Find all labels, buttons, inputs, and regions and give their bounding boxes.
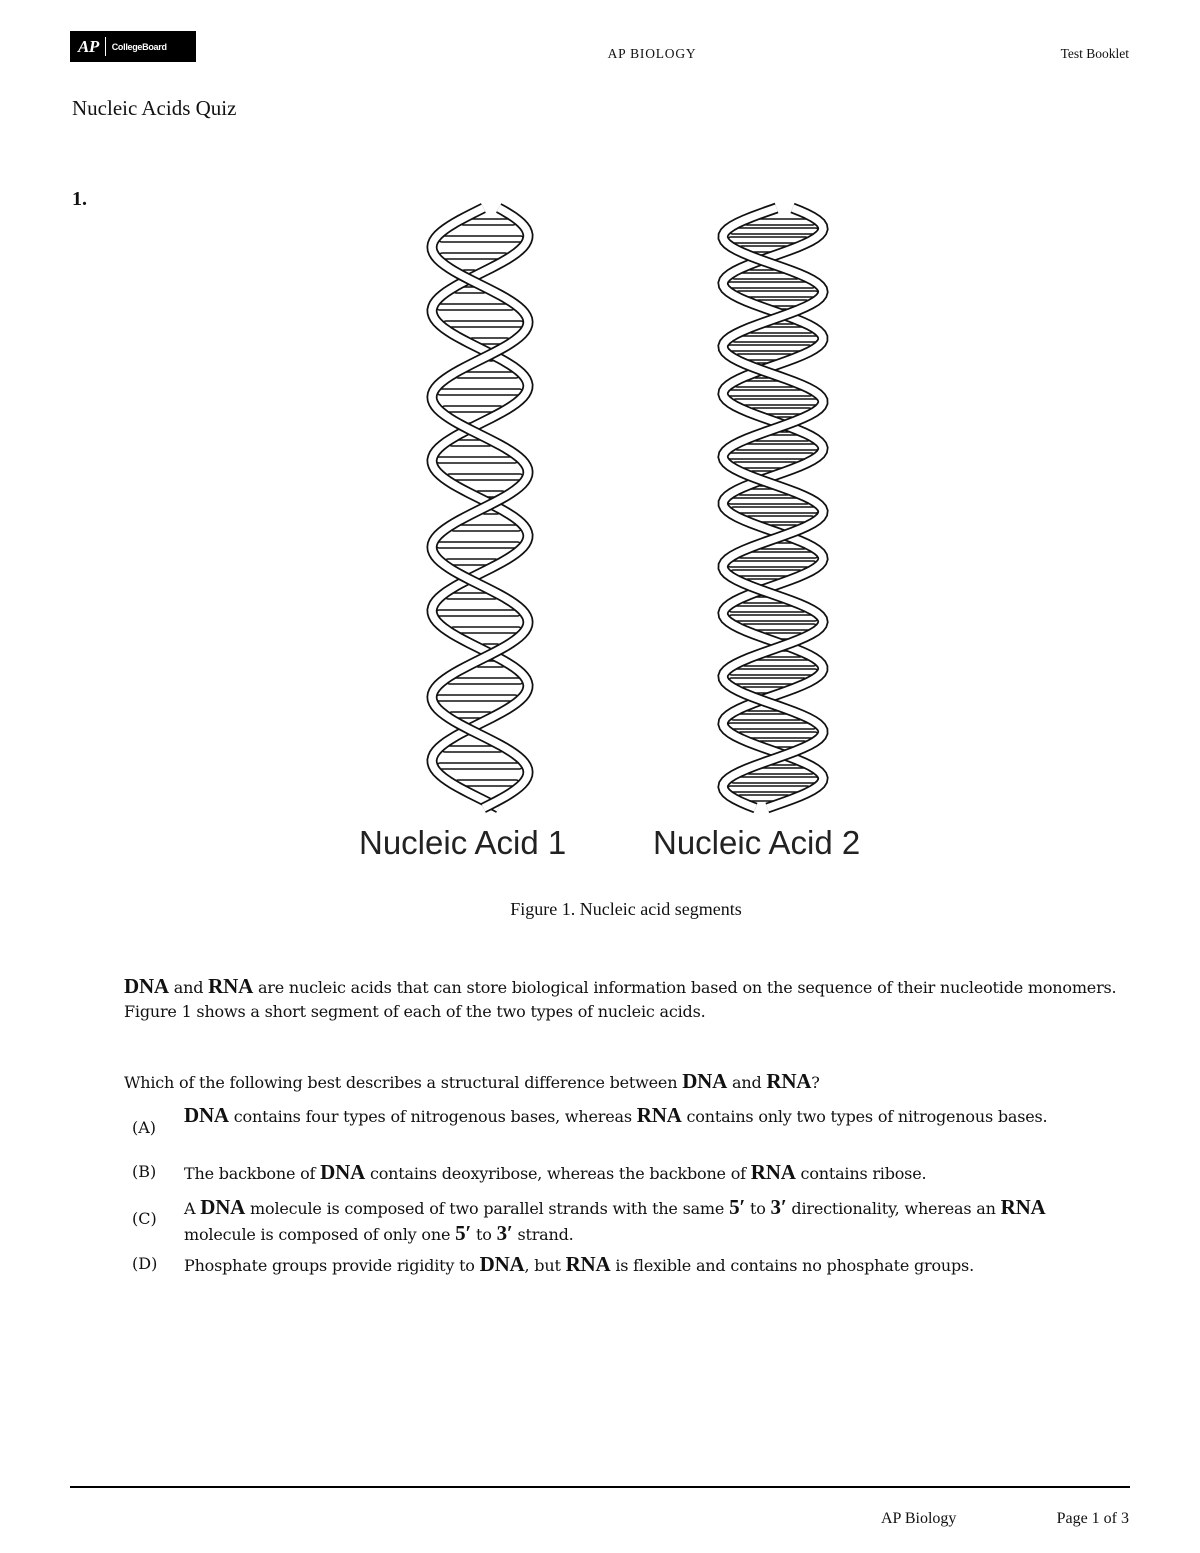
base-pair-rung <box>729 669 818 675</box>
base-pair-rung <box>451 525 522 531</box>
keyword-dna: DNA <box>200 1195 246 1219</box>
option-text-fragment: molecule is composed of only one <box>184 1225 456 1244</box>
option-c-text[interactable] <box>184 1195 1094 1247</box>
option-d-letter[interactable]: (D) <box>132 1254 158 1273</box>
stem-text: and <box>168 978 209 997</box>
keyword-dna: DNA <box>320 1160 366 1184</box>
option-text-fragment: to <box>471 1225 497 1244</box>
base-pair-rung <box>731 777 819 783</box>
base-pair-rung <box>436 542 520 548</box>
base-pair-rung <box>729 615 818 621</box>
base-pair-rung <box>439 253 508 259</box>
keyword-rna: RNA <box>208 974 254 998</box>
nucleic-acid-2-helix <box>723 208 823 808</box>
stem-text: are nucleic acids that can store biological information based on the sequence of their nucleotide monomers. Figure 1 shows a short segment of each of the two types of nucleic acids. <box>124 978 1117 1021</box>
question-number: 1. <box>72 188 87 210</box>
option-text-fragment: directionality, whereas an <box>786 1199 1001 1218</box>
base-pair-rung <box>436 610 520 616</box>
base-pair-rung <box>730 228 819 234</box>
figure-label-nucleic-acid-1: Nucleic Acid 1 <box>359 824 567 861</box>
option-text-fragment: contains only two types of nitrogenous bases. <box>681 1107 1048 1126</box>
keyword-rna: RNA <box>1000 1195 1046 1219</box>
base-pair-rung <box>727 390 813 396</box>
footer-divider <box>70 1486 1130 1488</box>
base-pair-rung <box>735 444 819 450</box>
footer-page-number: Page 1 of 3 <box>1056 1510 1129 1527</box>
figure-caption: Figure 1. Nucleic acid segments <box>510 899 742 919</box>
option-text-fragment: , but <box>524 1256 566 1275</box>
base-pair-rung <box>437 304 515 310</box>
keyword-3-prime: 3′ <box>770 1195 787 1219</box>
keyword-dna: DNA <box>124 974 169 998</box>
option-b-text[interactable] <box>184 1160 1094 1186</box>
option-text-fragment: to <box>745 1199 771 1218</box>
figure-label-nucleic-acid-2: Nucleic Acid 2 <box>653 824 861 861</box>
keyword-3-prime: 3′ <box>496 1221 513 1245</box>
base-pair-rung <box>728 561 817 567</box>
base-pair-rung <box>730 507 818 513</box>
option-a-letter[interactable]: (A) <box>132 1118 157 1137</box>
option-text-fragment: molecule is composed of two parallel strands with the same <box>245 1199 730 1218</box>
base-pair-rung <box>732 336 819 342</box>
question-prompt <box>124 1069 1124 1095</box>
base-pair-rung <box>727 282 815 288</box>
keyword-dna: DNA <box>184 1103 229 1127</box>
question-stem <box>124 974 1124 1024</box>
option-text-fragment: contains deoxyribose, whereas the backbone of <box>365 1164 751 1183</box>
base-pair-rung <box>447 678 523 684</box>
option-d-text[interactable] <box>184 1252 1094 1278</box>
keyword-dna: DNA <box>682 1069 728 1093</box>
base-pair-rung <box>436 695 518 701</box>
option-text-fragment: is flexible and contains no phosphate groups. <box>610 1256 974 1275</box>
keyword-rna: RNA <box>750 1160 796 1184</box>
option-c-letter[interactable]: (C) <box>132 1209 157 1228</box>
header-booklet-label: Test Booklet <box>1060 46 1129 61</box>
base-pair-rung <box>450 627 521 633</box>
base-pair-rung <box>727 345 812 351</box>
keyword-rna: RNA <box>766 1069 812 1093</box>
nucleic-acid-figure <box>340 200 920 820</box>
keyword-5-prime: 5′ <box>455 1221 472 1245</box>
base-pair-rung <box>443 321 524 327</box>
base-pair-rung <box>439 236 524 242</box>
option-b-letter[interactable]: (B) <box>132 1162 157 1181</box>
option-text-fragment: Phosphate groups provide rigidity to <box>184 1256 480 1275</box>
logo-ap-text: AP <box>78 36 99 56</box>
prompt-text: and <box>727 1073 767 1092</box>
keyword-rna: RNA <box>636 1103 682 1127</box>
prompt-text: Which of the following best describes a structural difference between <box>124 1073 683 1092</box>
base-pair-rung <box>437 763 522 769</box>
logo-collegeboard-text: CollegeBoard <box>111 41 167 52</box>
keyword-rna: RNA <box>565 1252 611 1276</box>
nucleic-acid-1-helix <box>432 208 528 808</box>
option-text-fragment: strand. <box>512 1225 574 1244</box>
base-pair-rung <box>728 723 817 729</box>
base-pair-rung <box>436 457 518 463</box>
base-pair-rung <box>437 389 522 395</box>
quiz-title: Nucleic Acids Quiz <box>72 96 237 120</box>
keyword-5-prime: 5′ <box>729 1195 746 1219</box>
option-a-text[interactable] <box>184 1103 1094 1129</box>
base-pair-rung <box>727 453 814 459</box>
prompt-text: ? <box>811 1073 820 1092</box>
option-text-fragment: contains ribose. <box>795 1164 927 1183</box>
header-subject: AP BIOLOGY <box>607 46 697 61</box>
keyword-dna: DNA <box>479 1252 525 1276</box>
option-text-fragment: The backbone of <box>184 1164 321 1183</box>
footer-subject: AP Biology <box>881 1510 957 1527</box>
option-text-fragment: A <box>184 1199 201 1218</box>
base-pair-rung <box>446 474 523 480</box>
base-pair-rung <box>733 399 819 405</box>
option-text-fragment: contains four types of nitrogenous bases, whereas <box>228 1107 637 1126</box>
